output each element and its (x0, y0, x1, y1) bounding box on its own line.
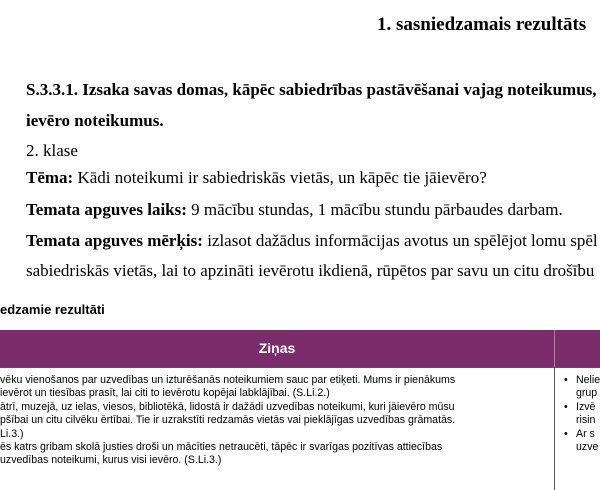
knowledge-line: vēku vienošanos par uzvedības un izturēšanās noteikumiem sauc par etiķeti. Mums ir pienākums (0, 374, 456, 386)
section-label: edzamie rezultāti (0, 302, 105, 317)
bullet-icon: • (564, 400, 568, 413)
list-item (562, 401, 600, 428)
skill-line: Nelie (576, 374, 600, 386)
skill-line: Izvē (576, 400, 596, 413)
knowledge-line: ievērot un tiesības prasīt, lai citi to ievērotu kopējai labklājībai. (S.Li.2.) (0, 387, 330, 400)
skill-line: grup (576, 387, 598, 400)
skill-line: Ar s (576, 427, 595, 440)
knowledge-line: ātrī, muzejā, uz ielas, viesos, bibliotēkā, lidostā ir dažādi uzvedības noteikumi, kuri jāievēro mūsu (0, 400, 455, 413)
knowledge-line: uzvedības noteikumi, kurus visi ievēro. (S.Li.3.) (0, 454, 222, 467)
duration-label: Temata apguves laiks: (26, 200, 187, 219)
goal-label: Temata apguves mērķis: (26, 231, 203, 250)
duration-line (26, 200, 563, 220)
topic-line (26, 168, 487, 188)
knowledge-line: Li.3.) (0, 427, 24, 440)
bullet-icon: • (564, 374, 568, 386)
list-item (562, 428, 600, 455)
knowledge-cell (0, 374, 455, 468)
goal-line (26, 231, 598, 251)
table-body (0, 367, 600, 490)
topic-text: Kādi noteikumi ir sabiedriskās vietās, un kāpēc tie jāievēro? (73, 168, 487, 187)
bullet-icon: • (564, 427, 568, 440)
column-divider (554, 368, 555, 490)
grade-label: 2. klase (26, 141, 78, 160)
list-item (562, 374, 600, 401)
duration-text: 9 mācību stundas, 1 mācību stundu pārbaudes darbam. (186, 200, 563, 219)
skills-cell (562, 374, 600, 454)
knowledge-line: pšībai un citu cilvēku ērtībai. Tie ir uzrakstīti redzamās vietās vai pieklājīgas uzvedības grāmatās. (0, 414, 456, 427)
knowledge-line: ēs katrs gribam skolā justies droši un mācīties netraucēti, tāpēc ir svarīgas pozitīvas attiecības (0, 441, 443, 454)
topic-label: Tēma: (26, 168, 74, 187)
standard-line-1: S.3.3.1. Izsaka savas domas, kāpēc sabiedrības pastāvēšanai vajag noteikumus, (26, 80, 597, 99)
skill-line: risin (576, 414, 596, 427)
table-header-knowledge: Ziņas (0, 330, 555, 367)
goal-line-2: sabiedriskās vietās, lai to apzināti ievērotu ikdienā, rūpētos par savu un citu drošību (26, 261, 595, 280)
table-header (0, 330, 600, 367)
skill-line: uzve (576, 441, 599, 454)
page-heading: 1. sasniedzamais rezultāts (377, 14, 587, 35)
standard-line-2: ievēro noteikumus. (26, 111, 164, 130)
goal-text: izlasot dažādus informācijas avotus un spēlējot lomu spēl (202, 231, 598, 250)
